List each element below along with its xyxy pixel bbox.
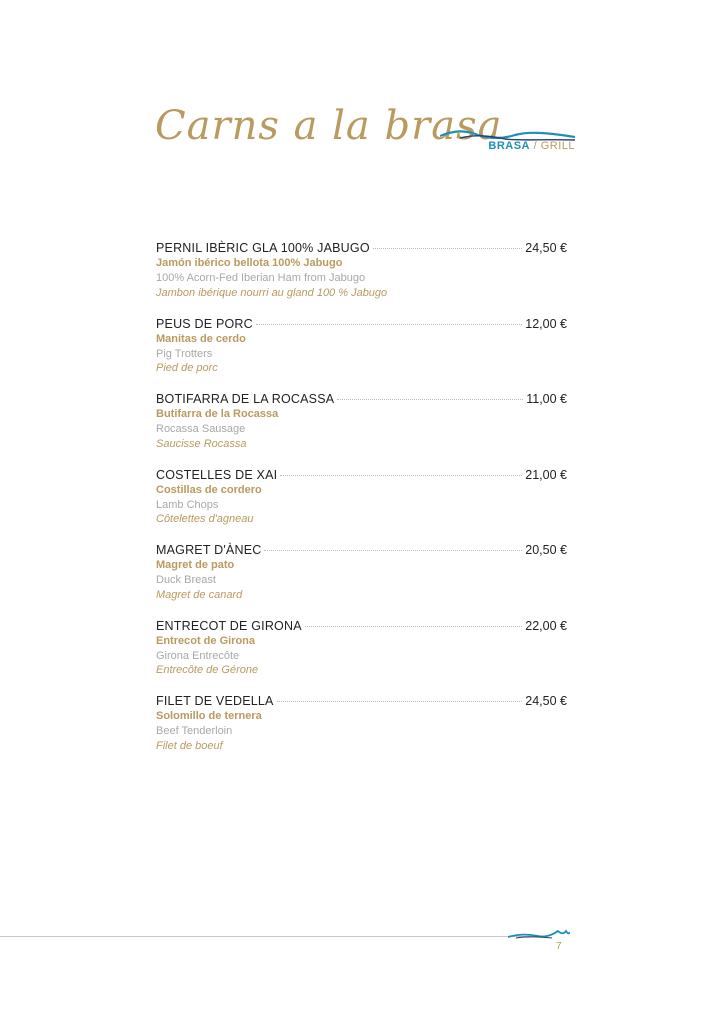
item-english: Girona Entrecôte xyxy=(156,649,240,662)
menu-item xyxy=(156,392,567,468)
category-main: BRASA xyxy=(488,140,531,152)
item-english: Duck Breast xyxy=(156,574,216,586)
item-spanish: Entrecot de Girona xyxy=(156,634,256,647)
footer-rule xyxy=(0,936,540,937)
item-price: 22,00 € xyxy=(525,618,567,633)
item-name: FILET DE VEDELLA xyxy=(156,694,274,708)
item-spanish: Solomillo de ternera xyxy=(156,710,262,722)
category-separator: / xyxy=(533,140,538,152)
item-price: 12,00 € xyxy=(525,316,567,331)
item-name: BOTIFARRA DE LA ROCASSA xyxy=(156,392,335,406)
item-price: 20,50 € xyxy=(525,543,567,557)
dot-leader xyxy=(277,701,523,702)
dot-leader xyxy=(305,626,523,627)
dot-leader xyxy=(256,324,522,325)
item-french: Filet de boeuf xyxy=(156,739,223,752)
item-french: Côtelettes d'agneau xyxy=(156,513,254,525)
item-english: Rocassa Sausage xyxy=(156,423,246,435)
footer-wave-icon xyxy=(508,928,570,940)
item-spanish: Manitas de cerdo xyxy=(156,332,246,345)
item-spanish: Jamón ibérico bellota 100% Jabugo xyxy=(156,257,343,269)
item-french: Saucisse Rocassa xyxy=(156,437,247,450)
item-english: 100% Acorn-Fed Iberian Ham from Jabugo xyxy=(156,272,366,284)
dot-leader xyxy=(264,550,522,551)
page-title: Carns a la brasa xyxy=(155,103,503,149)
item-price: 24,50 € xyxy=(525,694,567,708)
item-french: Entrecôte de Gérone xyxy=(156,664,259,676)
item-name: PERNIL IBÈRIC GLA 100% JABUGO xyxy=(156,241,370,255)
item-name: MAGRET D'ÀNEC xyxy=(156,543,262,557)
category-label xyxy=(488,140,575,152)
category-sub: GRILL xyxy=(540,140,575,152)
item-name: PEUS DE PORC xyxy=(156,316,253,331)
menu-item xyxy=(156,468,567,544)
item-spanish: Magret de pato xyxy=(156,559,235,571)
item-price: 24,50 € xyxy=(525,241,567,255)
item-french: Pied de porc xyxy=(156,362,218,374)
item-name: COSTELLES DE XAI xyxy=(156,467,278,482)
dot-leader xyxy=(280,475,522,476)
item-english: Beef Tenderloin xyxy=(156,725,233,737)
menu-item xyxy=(156,619,567,695)
item-price: 21,00 € xyxy=(525,467,567,482)
item-spanish: Butifarra de la Rocassa xyxy=(156,408,279,420)
dot-leader xyxy=(337,399,523,400)
item-french: Magret de canard xyxy=(156,588,243,601)
page-number: 7 xyxy=(556,941,562,952)
item-english: Lamb Chops xyxy=(156,498,219,511)
item-name: ENTRECOT DE GIRONA xyxy=(156,618,302,633)
item-french: Jambon ibérique nourri au gland 100 % Jabugo xyxy=(156,286,388,299)
item-english: Pig Trotters xyxy=(156,347,213,360)
menu-item xyxy=(156,543,567,619)
menu-item xyxy=(156,317,567,393)
menu-list xyxy=(156,241,567,770)
item-price: 11,00 € xyxy=(526,392,567,406)
header xyxy=(155,100,575,160)
item-spanish: Costillas de cordero xyxy=(156,483,262,496)
menu-item xyxy=(156,694,567,770)
menu-item xyxy=(156,241,567,317)
dot-leader xyxy=(373,248,523,249)
